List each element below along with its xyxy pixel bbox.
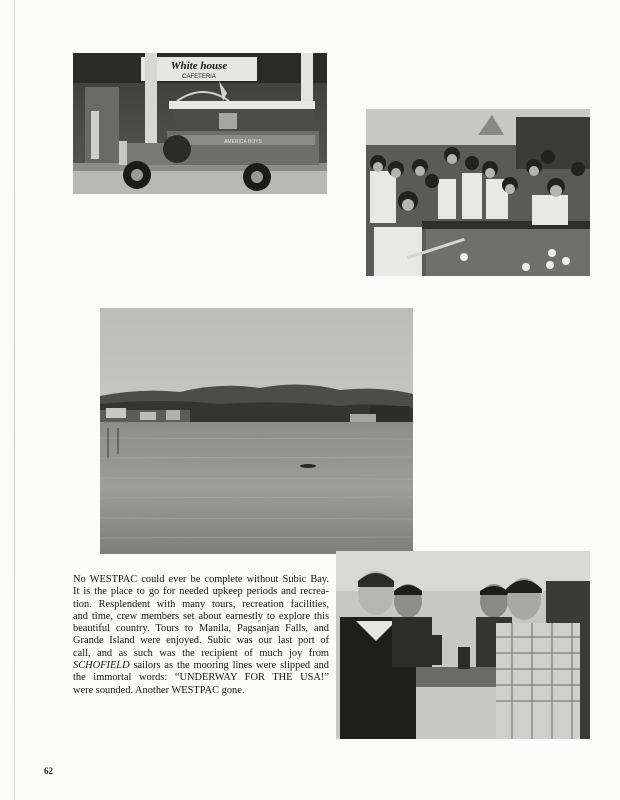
caption-line-10: were sounded. Another WESTPAC gone. (73, 684, 245, 696)
caption-line-8-rest: sailors as the mooring lines were slipped and (129, 660, 329, 672)
jeepney-photo (73, 53, 327, 194)
article-caption (73, 574, 329, 697)
page-gutter-edge (14, 0, 15, 800)
caption-line-7: call, and as such was the recipient of much joy from (73, 647, 329, 659)
caption-line-6: Grande Island were enjoyed. Subic was our last port of (73, 635, 329, 647)
caption-line-9: the immortal words: “UNDERWAY FOR THE USA!” (73, 672, 329, 684)
caption-line-5: beautiful country. Tours to Manila, Pagsanjan Falls, and (73, 623, 329, 635)
store-sign-sub-text: CAFETERIA (182, 74, 216, 80)
sailors-bar-photo (336, 551, 590, 739)
ship-name: SCHOFIELD (73, 660, 130, 672)
pool-hall-photo (366, 109, 590, 276)
caption-line-1: No WESTPAC could ever be complete without Subic Bay. (73, 574, 329, 585)
page-number: 62 (44, 766, 53, 776)
caption-line-2: It is the place to go for needed upkeep periods and recrea- (73, 586, 329, 598)
store-sign-text: White house (170, 60, 228, 72)
caption-line-8 (73, 660, 329, 672)
subic-bay-photo (100, 308, 413, 554)
caption-line-3: tion. Resplendent with many tours, recreation facilities, (73, 598, 329, 610)
caption-line-4: and time, crew members set about earnestly to explore this (73, 610, 329, 622)
jeepney-body-text: AMERICA BOYS (224, 139, 262, 145)
